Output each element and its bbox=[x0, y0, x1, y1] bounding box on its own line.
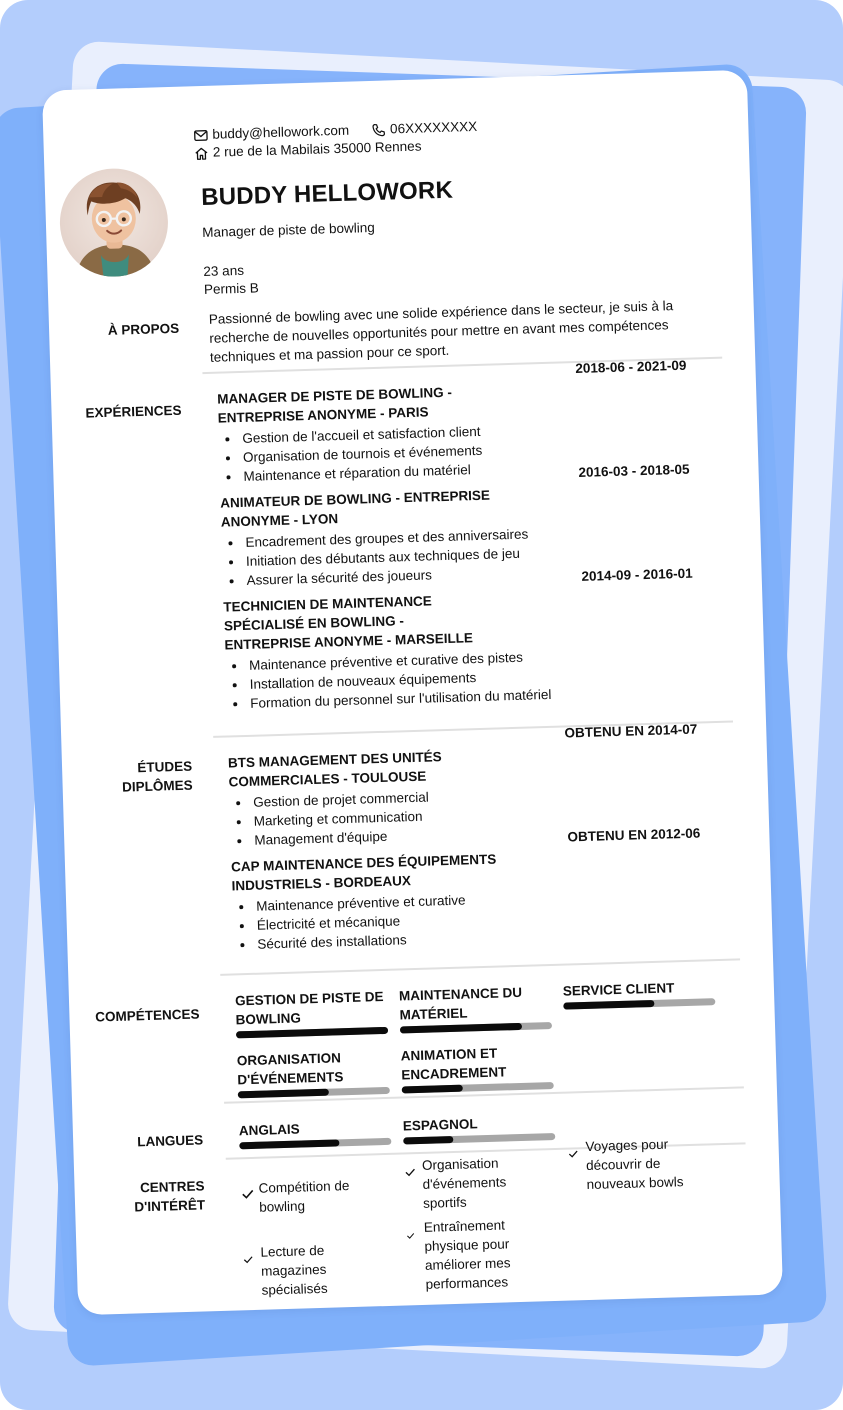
check-icon bbox=[567, 1137, 582, 1164]
bullet-item: • Maintenance et réparation du matériel bbox=[241, 454, 689, 486]
education-bullets bbox=[232, 884, 703, 955]
interest-text: Voyages pour découvrir de nouveaux bowls bbox=[585, 1136, 684, 1193]
education-label-line2: DIPLÔMES bbox=[121, 777, 193, 795]
language-bar-fill bbox=[403, 1136, 453, 1144]
envelope-icon bbox=[193, 127, 208, 142]
skill-name: ORGANISATION D'ÉVÉNEMENTS bbox=[236, 1050, 344, 1088]
language-item bbox=[403, 1112, 556, 1144]
bullet-item: • Gestion de l'accueil et satisfaction client bbox=[240, 416, 688, 448]
interests-label-line2: D'INTÉRÊT bbox=[134, 1197, 206, 1215]
education-date: OBTENU EN 2014-07 bbox=[564, 721, 698, 741]
interest-item bbox=[242, 1239, 382, 1300]
job-title: Manager de piste de bowling bbox=[202, 219, 376, 241]
education-title: CAP MAINTENANCE DES ÉQUIPEMENTS INDUSTRIELS - BORDEAUX bbox=[230, 851, 497, 894]
resume-card bbox=[42, 70, 783, 1315]
skill-item bbox=[563, 977, 716, 1009]
education-date: OBTENU EN 2012-06 bbox=[567, 825, 701, 845]
education-label bbox=[62, 757, 193, 799]
education-title: BTS MANAGEMENT DES UNITÉS COMMERCIALES - TOULOUSE bbox=[227, 749, 442, 790]
interest-text: Lecture de magazines spécialisés bbox=[260, 1242, 328, 1298]
check-icon bbox=[406, 1218, 421, 1245]
bullet-item: • Formation du personnel sur l'utilisation du matériel bbox=[248, 681, 696, 713]
skill-bar-fill bbox=[238, 1089, 329, 1099]
email-text: buddy@hellowork.com bbox=[212, 122, 350, 142]
skill-item bbox=[235, 987, 388, 1038]
interest-text: Compétition de bowling bbox=[258, 1178, 350, 1215]
interest-item bbox=[240, 1175, 379, 1217]
language-name: ESPAGNOL bbox=[402, 1116, 478, 1134]
skill-name: SERVICE CLIENT bbox=[562, 980, 675, 999]
skill-name: GESTION DE PISTE DE BOWLING bbox=[234, 988, 384, 1028]
bullet-item: • Assurer la sécurité des joueurs bbox=[244, 558, 692, 590]
experience-title: ANIMATEUR DE BOWLING - ENTREPRISE ANONYME - LYON bbox=[220, 487, 491, 530]
check-icon bbox=[404, 1156, 419, 1183]
bullet-item: • Gestion de projet commercial bbox=[251, 780, 699, 812]
experience-date: 2016-03 - 2018-05 bbox=[578, 461, 690, 480]
phone-icon bbox=[371, 122, 386, 137]
experience-title: TECHNICIEN DE MAINTENANCE SPÉCIALISÉ EN BOWLING - ENTREPRISE ANONYME - MARSEILLE bbox=[223, 593, 474, 653]
experience-date: 2014-09 - 2016-01 bbox=[581, 565, 693, 584]
experience-date: 2018-06 - 2021-09 bbox=[575, 357, 687, 377]
skill-bar-fill bbox=[563, 1000, 654, 1010]
phone-text: 06XXXXXXXX bbox=[389, 118, 478, 137]
interest-item bbox=[404, 1152, 544, 1213]
avatar-illustration bbox=[58, 167, 169, 278]
check-icon bbox=[240, 1179, 255, 1206]
language-name: ANGLAIS bbox=[238, 1121, 300, 1139]
avatar bbox=[58, 167, 169, 278]
contact-block bbox=[193, 118, 478, 162]
interest-item bbox=[567, 1134, 707, 1195]
bullet-item: • Management d'équipe bbox=[252, 818, 700, 850]
experience-bullets bbox=[225, 643, 696, 714]
divider-education bbox=[220, 958, 740, 975]
skill-item bbox=[237, 1047, 390, 1098]
education-label-line1: ÉTUDES bbox=[137, 758, 193, 776]
age-text: 23 ans bbox=[203, 262, 245, 280]
interest-item bbox=[406, 1214, 546, 1294]
license-text: Permis B bbox=[203, 280, 259, 298]
interest-text: Organisation d'événements sportifs bbox=[421, 1155, 507, 1211]
about-label: À PROPOS bbox=[107, 320, 180, 338]
bullet-item: • Sécurité des installations bbox=[255, 921, 703, 953]
bullet-item: • Marketing et communication bbox=[251, 799, 699, 831]
interests-label bbox=[74, 1176, 205, 1218]
home-icon bbox=[194, 145, 209, 160]
bullet-item: • Encadrement des groupes et des anniversaires bbox=[243, 520, 691, 552]
skill-name: ANIMATION ET ENCADREMENT bbox=[400, 1045, 507, 1083]
full-name: BUDDY HELLOWORK bbox=[200, 176, 454, 212]
bullet-item: • Installation de nouveaux équipements bbox=[247, 662, 695, 694]
skills-label: COMPÉTENCES bbox=[95, 1006, 200, 1025]
bullet-item: • Initiation des débutants aux techniques de jeu bbox=[244, 539, 692, 571]
bullet-item: • Électricité et mécanique bbox=[255, 902, 703, 934]
address-text: 2 rue de la Mabilais 35000 Rennes bbox=[212, 138, 422, 160]
bullet-item: • Organisation de tournois et événements bbox=[241, 435, 689, 467]
experiences-label: EXPÉRIENCES bbox=[85, 402, 182, 421]
experience-title: MANAGER DE PISTE DE BOWLING - ENTREPRISE ANONYME - PARIS bbox=[216, 384, 453, 426]
languages-label: LANGUES bbox=[136, 1132, 204, 1150]
skill-item bbox=[399, 982, 552, 1033]
skill-bar-fill bbox=[400, 1023, 522, 1034]
skill-bar-fill bbox=[402, 1085, 463, 1094]
interests-label-line1: CENTRES bbox=[139, 1178, 205, 1196]
personal-info bbox=[203, 261, 259, 299]
language-bar-fill bbox=[239, 1139, 339, 1149]
interest-text: Entraînement physique pour améliorer mes performances bbox=[423, 1217, 511, 1292]
about-text: Passionné de bowling avec une solide expérience dans le secteur, je suis à la recherche de nouvelles opportunités pour mettre en avant mes compétences techniques et ma passion pour ce sport. bbox=[208, 298, 674, 365]
language-item bbox=[239, 1117, 392, 1149]
skill-item bbox=[400, 1042, 553, 1093]
check-icon bbox=[242, 1243, 257, 1270]
bullet-item: • Maintenance préventive et curative bbox=[254, 884, 702, 916]
bullet-item: • Maintenance préventive et curative des pistes bbox=[247, 643, 695, 675]
skill-name: MAINTENANCE DU MATÉRIEL bbox=[398, 984, 523, 1023]
